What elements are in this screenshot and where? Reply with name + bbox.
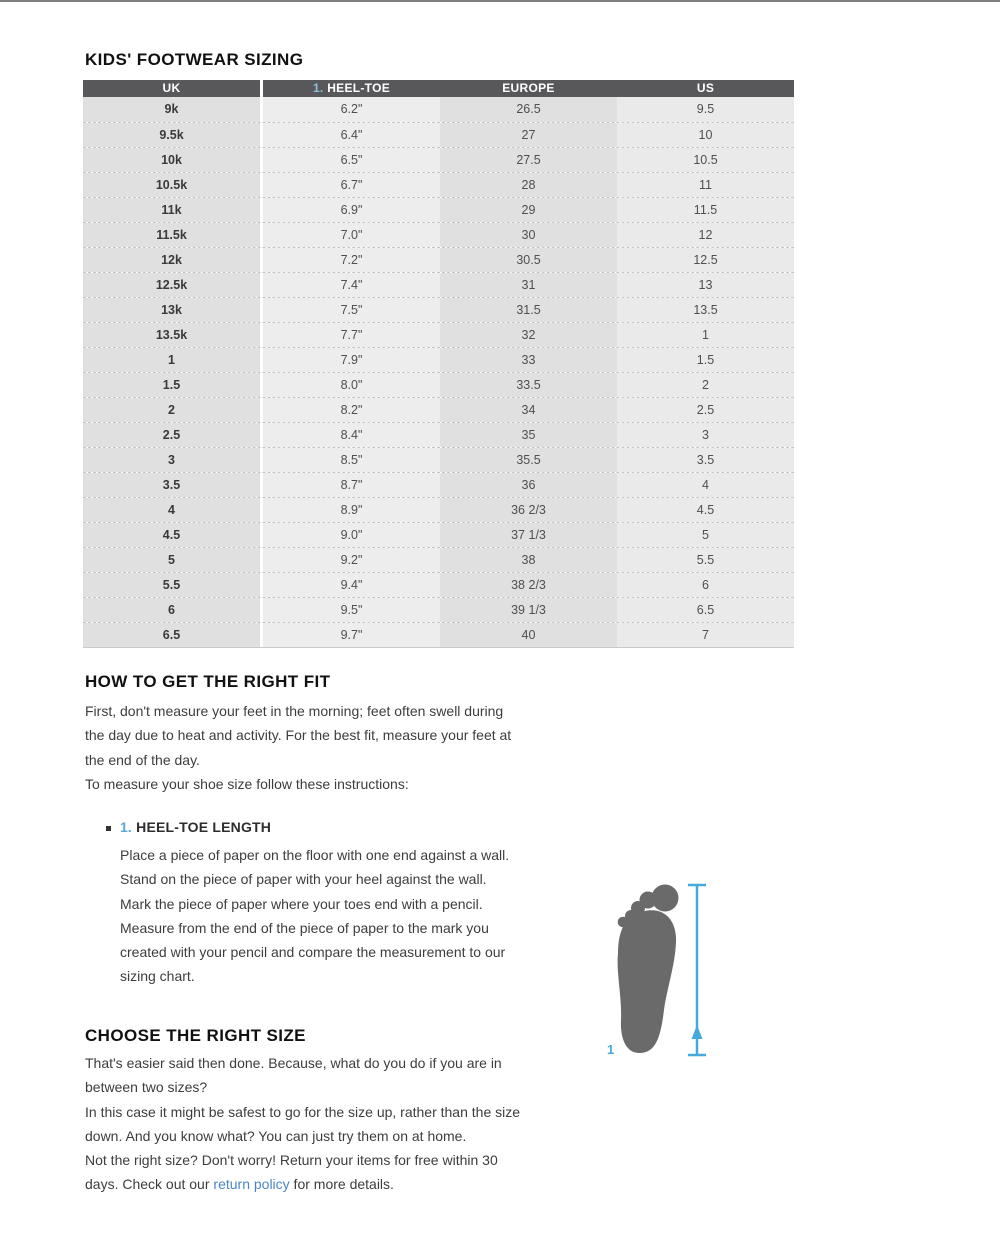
table-cell: 7.4" [263, 273, 440, 297]
table-cell: 6.7" [263, 173, 440, 197]
size-table-body [83, 97, 794, 647]
table-cell: 30 [440, 223, 617, 247]
table-cell: 4.5 [617, 498, 794, 522]
table-cell: 4 [617, 473, 794, 497]
table-row [83, 597, 794, 622]
table-cell: 28 [440, 173, 617, 197]
table-cell: 13.5 [617, 298, 794, 322]
table-cell: 8.7" [263, 473, 440, 497]
table-cell: 6.5 [83, 623, 263, 647]
table-cell: 5.5 [83, 573, 263, 597]
table-cell: 6.5" [263, 148, 440, 172]
table-cell: 7.2" [263, 248, 440, 272]
table-cell: 8.4" [263, 423, 440, 447]
table-cell: 10 [617, 123, 794, 147]
top-divider [0, 0, 1000, 2]
link-suffix-text: for more details. [289, 1176, 394, 1193]
table-cell: 31.5 [440, 298, 617, 322]
table-row [83, 172, 794, 197]
table-cell: 13 [617, 273, 794, 297]
table-cell: 12.5 [617, 248, 794, 272]
table-row [83, 297, 794, 322]
choose-text-line: down. And you know what? You can just try them on at home. [85, 1127, 467, 1144]
table-cell: 8.9" [263, 498, 440, 522]
table-cell: 13.5k [83, 323, 263, 347]
table-cell: 37 1/3 [440, 523, 617, 547]
page-title: KIDS' FOOTWEAR SIZING [85, 50, 304, 69]
table-cell: 6 [83, 598, 263, 622]
table-row [83, 97, 794, 122]
table-row [83, 197, 794, 222]
fit-text-line: To measure your shoe size follow these instructions: [85, 775, 409, 792]
step-instructions [120, 843, 509, 989]
table-cell: 32 [440, 323, 617, 347]
step-number: 1. [120, 819, 132, 835]
table-row [83, 497, 794, 522]
table-cell: 6.9" [263, 198, 440, 222]
choose-text-line: between two sizes? [85, 1079, 208, 1096]
table-cell: 9.0" [263, 523, 440, 547]
table-row [83, 347, 794, 372]
table-cell: 6.4" [263, 123, 440, 147]
table-cell: 10.5k [83, 173, 263, 197]
table-cell: 7 [617, 623, 794, 647]
choose-section-heading: CHOOSE THE RIGHT SIZE [85, 1026, 306, 1045]
table-cell: 1 [83, 348, 263, 372]
heel-toe-column-label: HEEL-TOE [327, 81, 391, 95]
table-cell: 34 [440, 398, 617, 422]
size-table-header [83, 80, 794, 97]
table-cell: 2.5 [617, 398, 794, 422]
table-cell: 33.5 [440, 373, 617, 397]
table-row [83, 272, 794, 297]
table-cell: 11 [617, 173, 794, 197]
table-cell: 9.5k [83, 123, 263, 147]
table-cell: 10.5 [617, 148, 794, 172]
step-text-line: sizing chart. [120, 968, 195, 985]
table-row [83, 372, 794, 397]
measure-arrow-up-icon [692, 1025, 703, 1039]
table-cell: 40 [440, 623, 617, 647]
table-cell: 11k [83, 198, 263, 222]
table-cell: 7.0" [263, 223, 440, 247]
choose-text-line: That's easier said then done. Because, what do you do if you are in [85, 1055, 502, 1071]
table-cell: 3 [83, 448, 263, 472]
table-row [83, 522, 794, 547]
table-cell: 6.2" [263, 97, 440, 122]
choose-text-line: Not the right size? Don't worry! Return your items for free within 30 [85, 1152, 498, 1169]
table-cell: 5 [617, 523, 794, 547]
table-row [83, 547, 794, 572]
table-cell: 8.2" [263, 398, 440, 422]
table-row [83, 222, 794, 247]
list-bullet [106, 826, 111, 831]
fit-text-line: First, don't measure your feet in the morning; feet often swell during [85, 703, 504, 719]
fit-section-text [85, 699, 511, 796]
table-cell: 9.5 [617, 97, 794, 122]
table-cell: 12.5k [83, 273, 263, 297]
table-cell: 2 [617, 373, 794, 397]
table-row [83, 472, 794, 497]
table-cell: 27.5 [440, 148, 617, 172]
table-cell: 35 [440, 423, 617, 447]
step-heading [120, 819, 271, 837]
foot-icon [618, 885, 679, 1054]
table-cell: 7.5" [263, 298, 440, 322]
table-cell: 3.5 [617, 448, 794, 472]
table-cell: 1.5 [83, 373, 263, 397]
table-row [83, 422, 794, 447]
heel-toe-column-number: 1. [312, 81, 324, 95]
fit-text-line: the end of the day. [85, 751, 200, 768]
table-cell: 3 [617, 423, 794, 447]
table-cell: 31 [440, 273, 617, 297]
step-text-line: Mark the piece of paper where your toes end with a pencil. [120, 895, 483, 912]
table-cell: 9.4" [263, 573, 440, 597]
foot-measure-figure [585, 868, 715, 1063]
return-policy-link[interactable]: return policy [213, 1176, 290, 1193]
figure-label: 1 [607, 1042, 615, 1057]
table-row [83, 322, 794, 347]
table-cell: 36 [440, 473, 617, 497]
table-cell: 6 [617, 573, 794, 597]
column-header-us: US [617, 80, 794, 97]
table-cell: 9.5" [263, 598, 440, 622]
step-title: HEEL-TOE LENGTH [136, 819, 272, 835]
table-cell: 2.5 [83, 423, 263, 447]
table-row [83, 247, 794, 272]
table-cell: 36 2/3 [440, 498, 617, 522]
table-row [83, 447, 794, 472]
table-cell: 1 [617, 323, 794, 347]
size-table [83, 80, 794, 648]
table-row [83, 572, 794, 597]
table-cell: 30.5 [440, 248, 617, 272]
table-cell: 5 [83, 548, 263, 572]
table-cell: 10k [83, 148, 263, 172]
table-row [83, 147, 794, 172]
step-text-line: Stand on the piece of paper with your heel against the wall. [120, 871, 487, 888]
fit-section-heading: HOW TO GET THE RIGHT FIT [85, 672, 331, 691]
choose-text-line: In this case it might be safest to go for the size up, rather than the size [85, 1103, 521, 1120]
table-cell: 4 [83, 498, 263, 522]
table-cell: 9k [83, 97, 263, 122]
table-cell: 39 1/3 [440, 598, 617, 622]
table-cell: 4.5 [83, 523, 263, 547]
column-header-europe: EUROPE [440, 80, 617, 97]
column-header-uk: UK [83, 80, 263, 97]
column-header-heel-toe [263, 80, 440, 97]
table-cell: 29 [440, 198, 617, 222]
choose-text-line-with-link [85, 1172, 520, 1196]
table-row [83, 397, 794, 422]
table-cell: 9.7" [263, 623, 440, 647]
step-text-line: Place a piece of paper on the floor with one end against a wall. [120, 847, 510, 863]
table-cell: 9.2" [263, 548, 440, 572]
step-text-line: created with your pencil and compare the measurement to our [120, 944, 506, 961]
table-cell: 5.5 [617, 548, 794, 572]
table-row [83, 122, 794, 147]
table-cell: 33 [440, 348, 617, 372]
table-cell: 27 [440, 123, 617, 147]
table-cell: 8.0" [263, 373, 440, 397]
table-cell: 12k [83, 248, 263, 272]
table-cell: 6.5 [617, 598, 794, 622]
table-cell: 26.5 [440, 97, 617, 122]
table-cell: 11.5 [617, 198, 794, 222]
table-cell: 2 [83, 398, 263, 422]
table-cell: 38 [440, 548, 617, 572]
step-text-line: Measure from the end of the piece of paper to the mark you [120, 919, 489, 936]
table-cell: 3.5 [83, 473, 263, 497]
table-row [83, 622, 794, 647]
choose-section-text [85, 1051, 520, 1197]
fit-text-line: the day due to heat and activity. For the best fit, measure your feet at [85, 727, 512, 744]
table-cell: 1.5 [617, 348, 794, 372]
table-cell: 7.9" [263, 348, 440, 372]
table-cell: 8.5" [263, 448, 440, 472]
link-prefix-text: days. Check out our [85, 1176, 214, 1193]
table-cell: 38 2/3 [440, 573, 617, 597]
table-cell: 12 [617, 223, 794, 247]
table-cell: 35.5 [440, 448, 617, 472]
table-cell: 7.7" [263, 323, 440, 347]
table-cell: 11.5k [83, 223, 263, 247]
table-cell: 13k [83, 298, 263, 322]
